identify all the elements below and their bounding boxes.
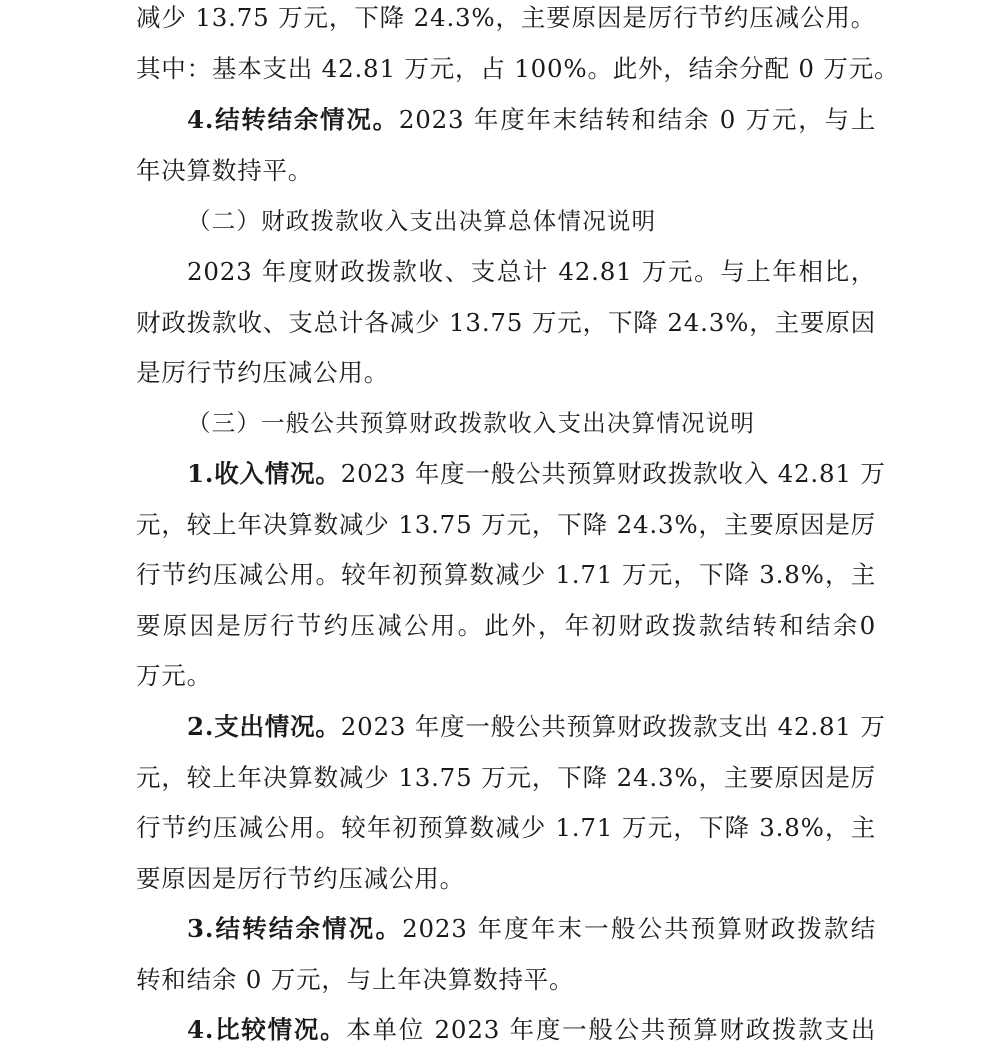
item-body: 2023 年度一般公共预算财政拨款收入 42.81 万 <box>340 459 886 488</box>
section-2-expense-line <box>187 711 886 743</box>
paragraph-line: 是厉行节约压减公用。 <box>136 358 389 387</box>
item-number: 1. <box>187 459 215 488</box>
paragraph-line: 元，较上年决算数减少 13.75 万元，下降 24.3%，主要原因是厉 <box>136 763 876 792</box>
item-number: 2. <box>187 712 215 741</box>
paragraph-line: 2023 年度财政拨款收、支总计 42.81 万元。与上年相比， <box>187 257 876 286</box>
item-lead: 比较情况。 <box>214 1015 347 1044</box>
section-1-income-line <box>187 458 886 490</box>
paragraph-line: 其中：基本支出 42.81 万元，占 100%。此外，结余分配 0 万元。 <box>136 54 900 83</box>
item-lead: 结转结余情况。 <box>214 105 399 134</box>
paragraph-line: 行节约压减公用。较年初预算数减少 1.71 万元，下降 3.8%，主 <box>136 560 876 589</box>
item-body: 2023 年度年末结转和结余 0 万元，与上 <box>398 105 876 134</box>
item-body: 2023 年度一般公共预算财政拨款支出 42.81 万 <box>340 712 886 741</box>
paragraph-line: 元，较上年决算数减少 13.75 万元，下降 24.3%，主要原因是厉 <box>136 510 876 539</box>
paragraph-line: 财政拨款收、支总计各减少 13.75 万元，下降 24.3%，主要原因 <box>136 308 876 337</box>
paragraph-line: 要原因是厉行节约压减公用。此外，年初财政拨款结转和结余0 <box>136 611 876 640</box>
section-3-carryover-line <box>187 913 876 945</box>
section-4-carryover-line <box>187 104 876 136</box>
item-lead: 支出情况。 <box>214 712 341 741</box>
section-heading-3: （三）一般公共预算财政拨款收入支出决算情况说明 <box>187 409 756 437</box>
section-4-comparison-line <box>187 1014 876 1046</box>
item-number: 3. <box>187 914 215 943</box>
paragraph-line: 万元。 <box>136 661 212 690</box>
section-heading-2: （二）财政拨款收入支出决算总体情况说明 <box>187 207 657 235</box>
item-number: 4. <box>187 1015 215 1044</box>
paragraph-line: 年决算数持平。 <box>136 156 314 185</box>
paragraph-line: 转和结余 0 万元，与上年决算数持平。 <box>136 965 575 994</box>
item-body: 2023 年度年末一般公共预算财政拨款结 <box>402 914 876 943</box>
paragraph-line: 要原因是厉行节约压减公用。 <box>136 864 465 893</box>
paragraph-line: 行节约压减公用。较年初预算数减少 1.71 万元，下降 3.8%，主 <box>136 813 876 842</box>
paragraph-line: 减少 13.75 万元，下降 24.3%，主要原因是厉行节约压减公用。 <box>136 3 876 32</box>
item-lead: 结转结余情况。 <box>214 914 403 943</box>
item-number: 4. <box>187 105 215 134</box>
item-body: 本单位 2023 年度一般公共预算财政拨款支出 <box>346 1015 876 1044</box>
item-lead: 收入情况。 <box>214 459 341 488</box>
